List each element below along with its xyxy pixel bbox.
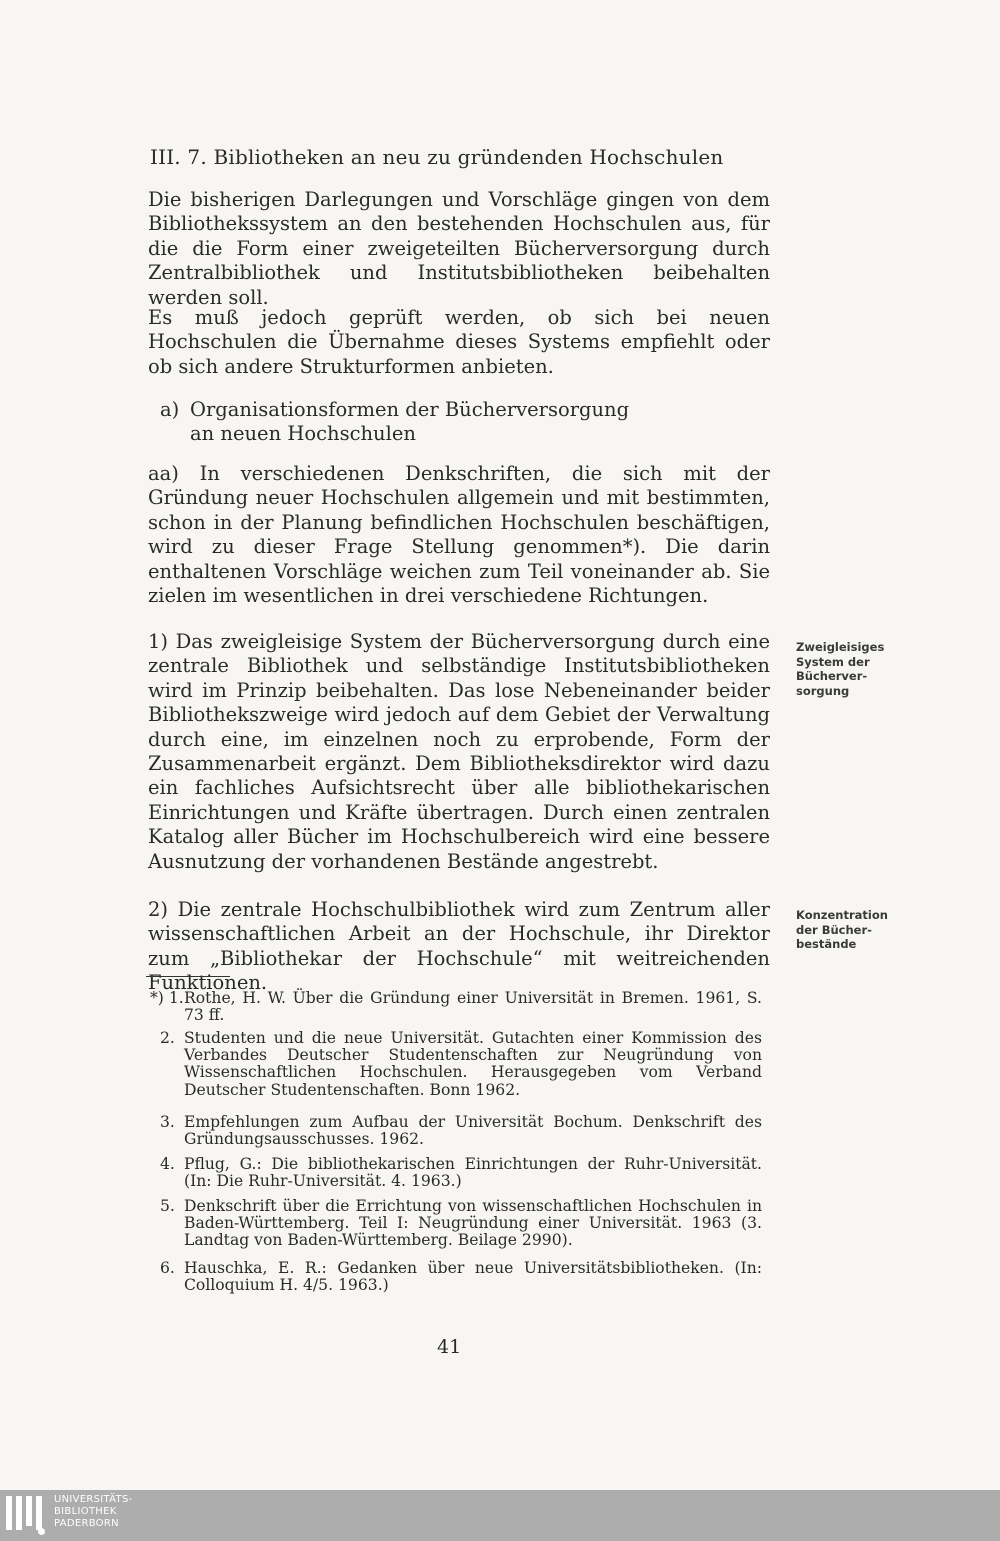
paragraph-4: 1) Das zweigleisige System der Bücherversorgung durch eine zentrale Bibliothek und selbständige Institutsbibliotheken wird im Prinzip beibehalten. Das lose Nebeneinander beider Bibliothekszweige wird jedoch auf dem Gebiet der Verwaltung durch eine, im einzelnen noch zu erprobende, Form der Zusammenarbeit ergänzt. Dem Bibliotheksdirektor wird dazu ein fachliches Aufsichtsrecht über alle bibliothekarischen Einrichtungen und Kräfte übertragen. Durch einen zentralen Katalog aller Bücher im Hochschulbereich wird eine bessere Ausnutzung der vorhandenen Bestände angestrebt. [148,630,770,873]
margin-note-2: Konzentration der Bücher-bestände [796,908,888,951]
page-number: 41 [437,1336,462,1358]
paragraph-3: aa) In verschiedenen Denkschriften, die sich mit der Gründung neuer Hochschulen allgemein und mit bestimmten, schon in der Planung befindlichen Hochschulen beschäftigen, wird zu dieser Frage Stellung genommen*). Die darin enthaltenen Vorschläge weichen zum Teil voneinander ab. Sie zielen im wesentlichen in drei verschiedene Richtungen. [148,462,770,608]
footnote-number: 5. [160,1197,175,1215]
paragraph-2: Es muß jedoch geprüft werden, ob sich bei neuen Hochschulen die Übernahme dieses Systems empfiehlt oder ob sich andere Strukturformen anbieten. [148,306,770,378]
footnote-number: 3. [160,1113,175,1131]
logo-line-2: BIBLIOTHEK [54,1506,117,1517]
library-footer-bar [0,1490,1000,1541]
footnote-text: Studenten und die neue Universität. Gutachten einer Kommission des Verbandes Deutscher Studentenschaften zur Neugründung von Wissenschaftlichen Hochschulen. Herausgegeben vom Verband Deutscher Studentenschaften. Bonn 1962. [184,1029,762,1099]
logo-line-3: PADERBORN [54,1518,119,1529]
footnote-4 [150,1156,762,1190]
footnote-number: 6. [160,1259,175,1277]
library-logo-dot [38,1528,45,1535]
footnote-text: Denkschrift über die Errichtung von wissenschaftlichen Hochschulen in Baden-Württemberg. Teil I: Neugründung einer Universität. 1963 (3. Landtag von Baden-Württemberg. Beilage 2990). [184,1197,762,1250]
footnote-text: Pflug, G.: Die bibliothekarischen Einrichtungen der Ruhr-Universität. (In: Die Ruhr-Universität. 4. 1963.) [184,1155,762,1191]
subsection-title-line1: Organisationsformen der Bücherversorgung [190,398,630,421]
paragraph-1: Die bisherigen Darlegungen und Vorschläge gingen von dem Bibliothekssystem an den bestehenden Hochschulen aus, für die die Form einer zweigeteilten Bücherversorgung durch Zentralbibliothek und Institutsbibliotheken beibehalten werden soll. [148,188,770,309]
footnote-text: Empfehlungen zum Aufbau der Universität Bochum. Denkschrift des Gründungsausschusses. 1962. [184,1113,762,1149]
footnote-text: Hauschka, E. R.: Gedanken über neue Universitätsbibliotheken. (In: Colloquium H. 4/5. 1963.) [184,1259,762,1295]
paragraph-5: 2) Die zentrale Hochschulbibliothek wird zum Zentrum aller wissenschaftlichen Arbeit an der Hochschule, ihr Direktor zum „Bibliothekar der Hochschule“ mit weitreichenden Funktionen. [148,898,770,995]
subsection-title-line2: an neuen Hochschulen [190,422,416,445]
margin-note-1: Zweigleisiges System der Bücherver-sorgung [796,640,885,698]
footnote-5 [150,1198,762,1250]
footnote-number: 4. [160,1155,175,1173]
footnote-number: 2. [160,1029,175,1047]
library-logo-icon [6,1496,42,1530]
footnote-text: Rothe, H. W. Über die Gründung einer Universität in Bremen. 1961, S. 73 ff. [184,989,762,1025]
section-heading: III. 7. Bibliotheken an neu zu gründenden Hochschulen [150,145,724,169]
footnote-1 [150,990,762,1024]
footnote-rule [146,976,230,977]
footnote-3 [150,1114,762,1148]
logo-line-1: UNIVERSITÄTS- [54,1494,133,1505]
footnote-2 [150,1030,762,1099]
footnote-6 [150,1260,762,1294]
subsection-label: a) [160,398,180,421]
footnote-number: *) 1. [150,989,184,1007]
library-logo-text [54,1494,133,1530]
